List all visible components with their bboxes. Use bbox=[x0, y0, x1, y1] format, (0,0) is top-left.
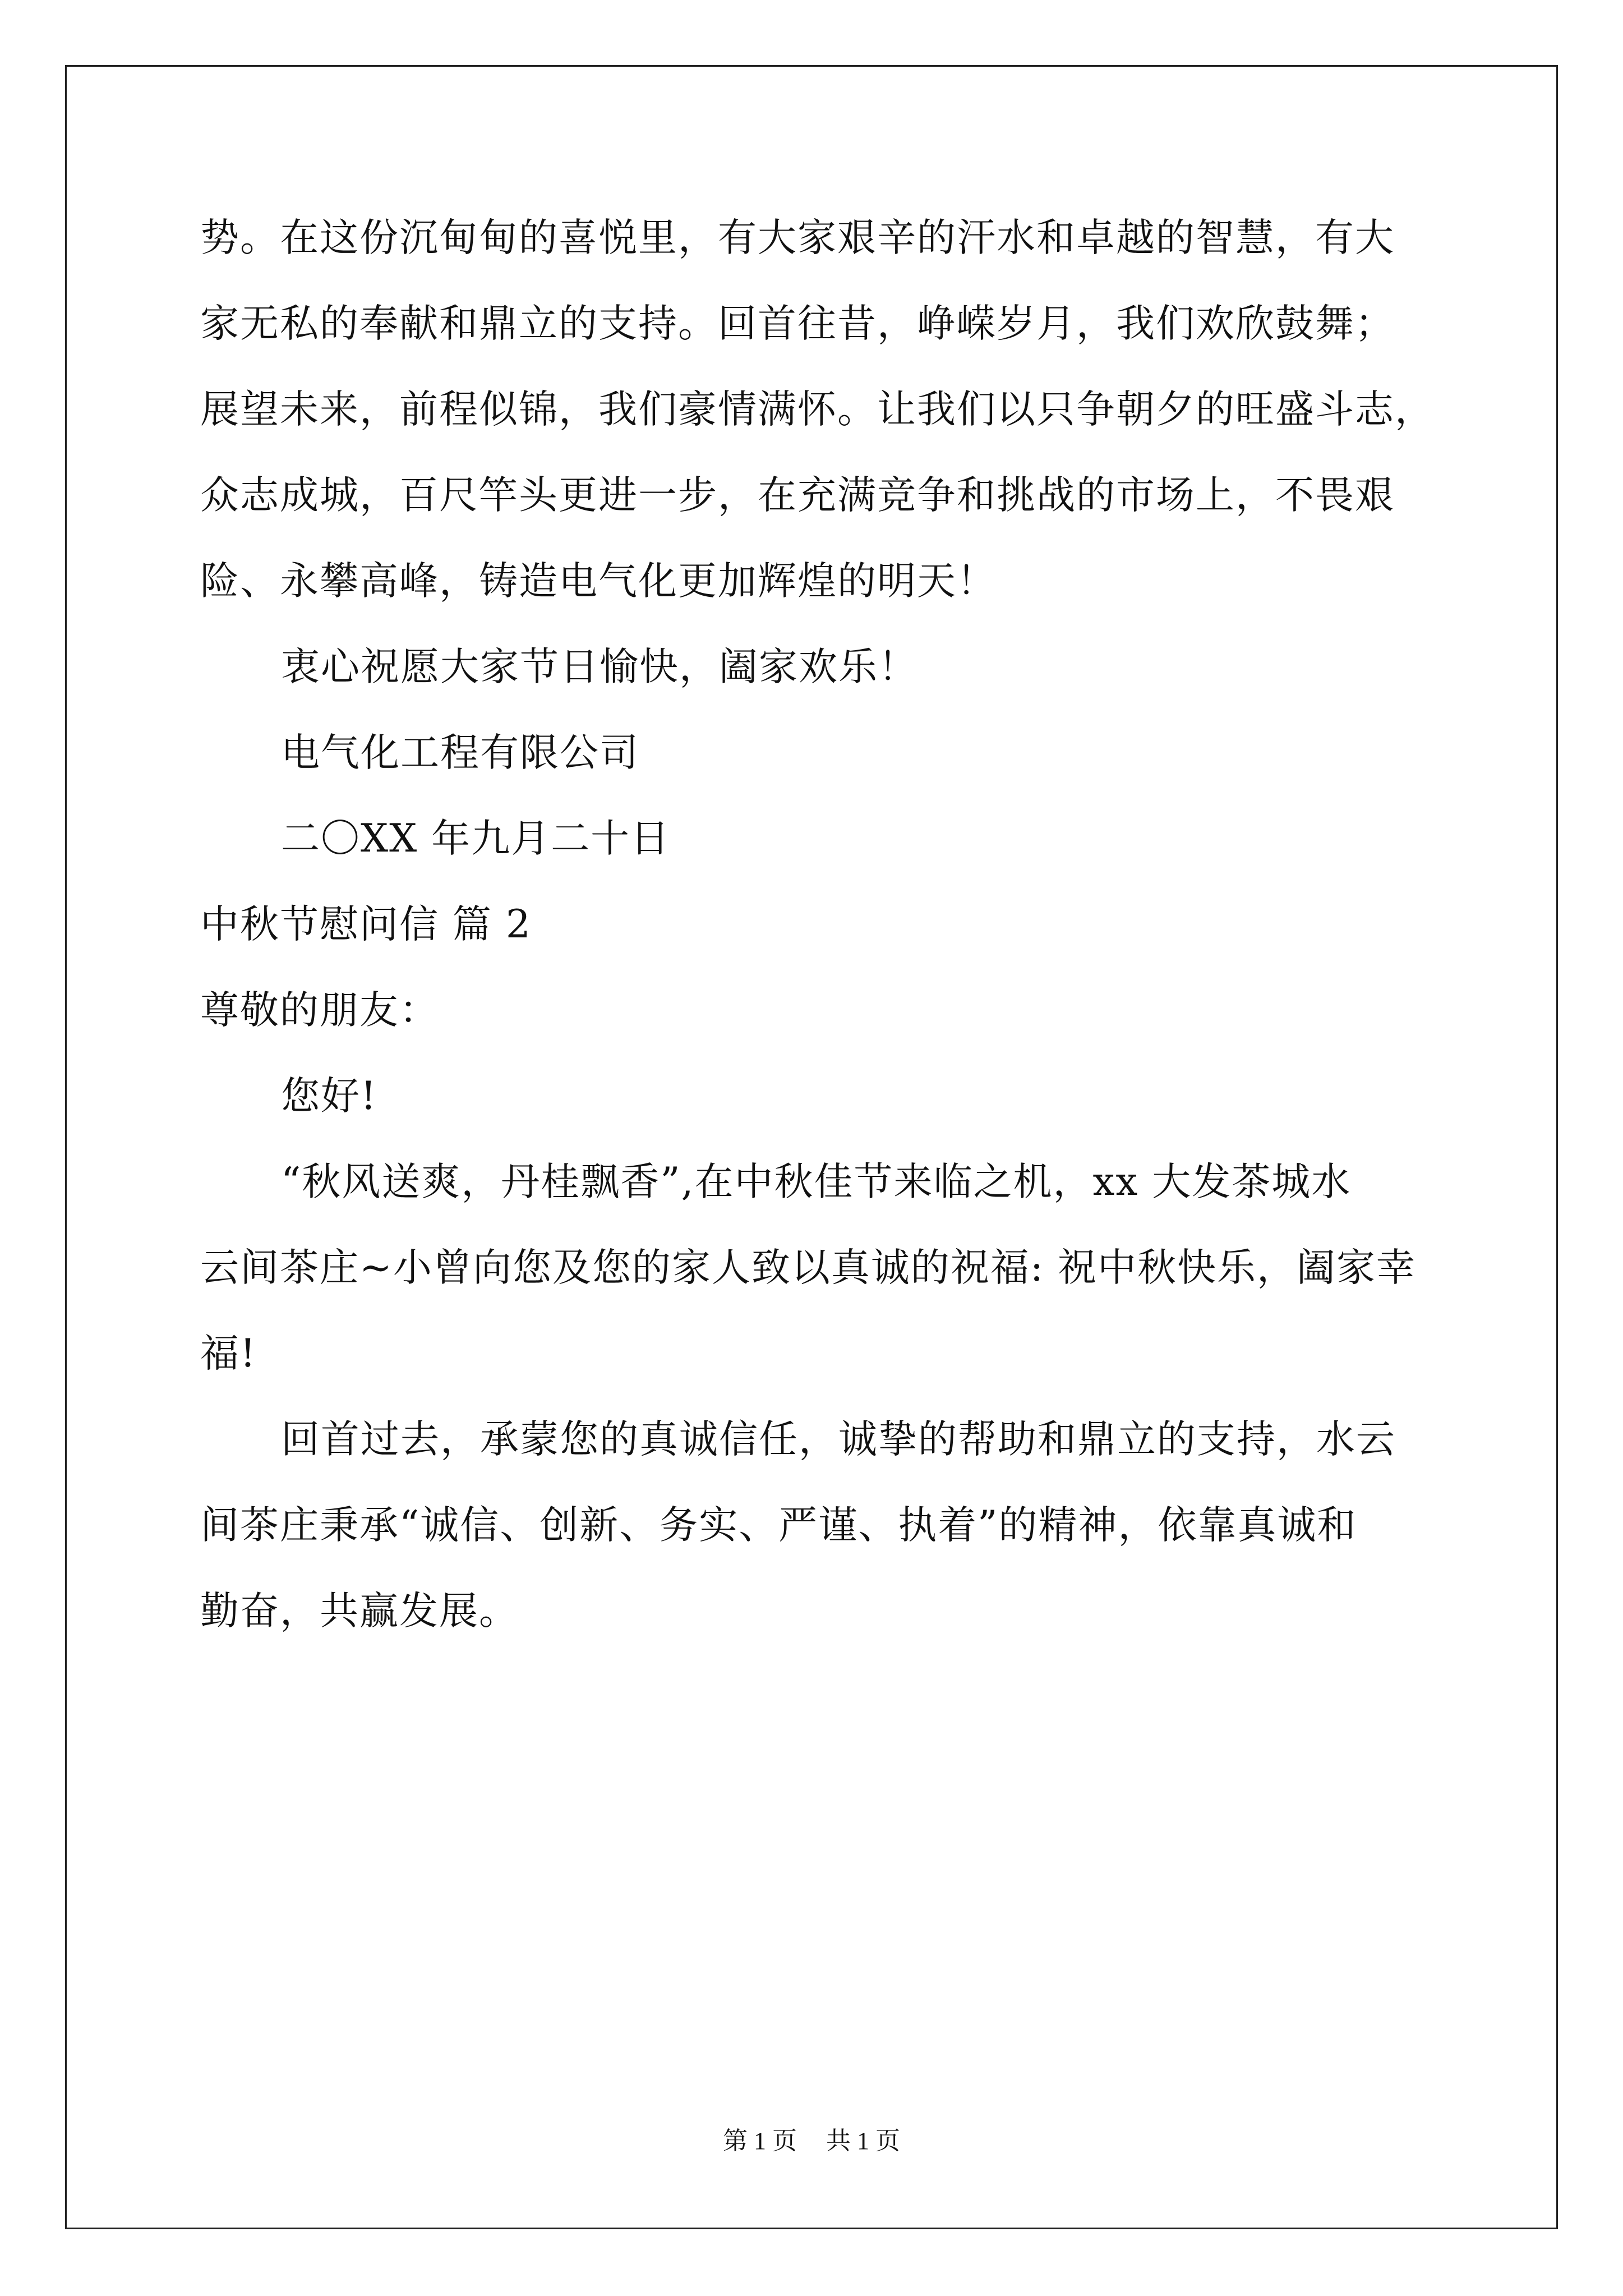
page-footer bbox=[0, 2129, 1623, 2154]
body-line: 福! bbox=[200, 1331, 257, 1376]
body-line: 云间茶庄~小曾向您及您的家人致以真诚的祝福: 祝中秋快乐，阖家幸 bbox=[200, 1245, 1416, 1290]
body-line: 回首过去，承蒙您的真诚信任，诚挚的帮助和鼎立的支持，水云 bbox=[281, 1417, 1396, 1462]
body-line: 展望未来，前程似锦，我们豪情满怀。让我们以只争朝夕的旺盛斗志， bbox=[200, 387, 1435, 432]
body-line: 势。在这份沉甸甸的喜悦里，有大家艰辛的汗水和卓越的智慧，有大 bbox=[200, 215, 1395, 260]
page-number: 第 1 页 bbox=[723, 2127, 797, 2155]
salutation: 尊敬的朋友： bbox=[200, 988, 439, 1033]
body-line: 家无私的奉献和鼎立的支持。回首往昔，峥嵘岁月，我们欢欣鼓舞； bbox=[200, 301, 1395, 346]
body-line: “秋风送爽，丹桂飘香”,在中秋佳节来临之机，xx 大发茶城水 bbox=[281, 1159, 1352, 1204]
company-signature: 电气化工程有限公司 bbox=[281, 730, 639, 775]
body-line: 险、永攀高峰，铸造电气化更加辉煌的明天！ bbox=[200, 559, 997, 604]
letter-date: 二〇XX 年九月二十日 bbox=[281, 816, 671, 861]
body-line: 勤奋，共赢发展。 bbox=[200, 1589, 519, 1634]
page-count: 共 1 页 bbox=[826, 2127, 900, 2155]
body-line: 间茶庄秉承“诚信、创新、务实、严谨、执着”的精神，依靠真诚和 bbox=[200, 1503, 1357, 1548]
greeting: 您好! bbox=[281, 1074, 377, 1119]
closing-wish: 衷心祝愿大家节日愉快，阖家欢乐！ bbox=[281, 645, 918, 689]
body-line: 众志成城，百尺竿头更进一步，在充满竞争和挑战的市场上，不畏艰 bbox=[200, 473, 1395, 518]
section-heading: 中秋节慰问信 篇 2 bbox=[200, 902, 532, 947]
